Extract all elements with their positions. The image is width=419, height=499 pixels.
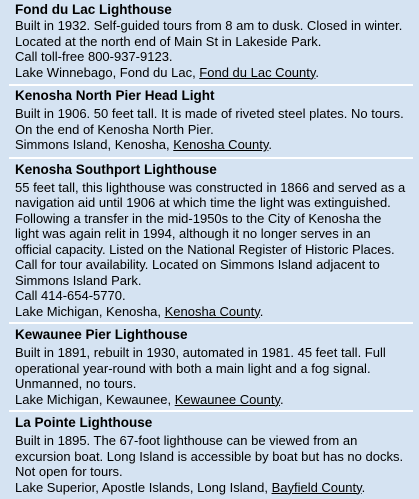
lighthouse-entry bbox=[9, 157, 413, 323]
lighthouse-phone: Call 414-654-5770. bbox=[15, 288, 126, 303]
lighthouse-location: Lake Superior, Apostle Islands, Long Island, bbox=[15, 479, 272, 495]
lighthouse-title: Kewaunee Pier Lighthouse bbox=[15, 327, 188, 342]
lighthouse-location: Lake Winnebago, Fond du Lac, bbox=[15, 64, 200, 80]
location-end: . bbox=[268, 137, 273, 152]
lighthouse-location: Lake Michigan, Kewaunee, bbox=[15, 391, 175, 407]
lighthouse-details bbox=[9, 345, 413, 410]
lighthouse-description: 55 feet tall, this lighthouse was constructed in 1866 and served as a navigation aid until 1906 at which time the light was extinguished. Following a transfer in the mid-1950s to the City of Kenosha the light was again relit in 1994, although it no longer serves in an official capacity. Listed on the National Register of Historic Places. Call for tour availability. Located on Simmons Island adjacent to Simmons Island Park. bbox=[15, 179, 406, 288]
county-link[interactable]: Kenosha County bbox=[173, 137, 269, 152]
lighthouse-entry bbox=[9, 410, 413, 499]
lighthouse-description: Built in 1906. 50 feet tall. It is made of riveted steel plates. No tours. On the end of Kenosha North Pier. bbox=[15, 106, 404, 137]
location-end: . bbox=[259, 303, 264, 319]
lighthouse-details bbox=[9, 433, 413, 499]
lighthouse-details bbox=[9, 106, 413, 157]
lighthouse-details bbox=[9, 18, 413, 84]
lighthouse-entry bbox=[9, 84, 413, 157]
lighthouse-description: Built in 1891, rebuilt in 1930, automated in 1981. 45 feet tall. Full operational year-round with both a main light and a fog signal. Unmanned, no tours. bbox=[15, 345, 386, 391]
lighthouse-entry bbox=[9, 322, 413, 410]
lighthouse-title: Kenosha Southport Lighthouse bbox=[15, 161, 217, 177]
lighthouse-title: La Pointe Lighthouse bbox=[15, 415, 153, 430]
lighthouse-details bbox=[9, 180, 413, 323]
county-link[interactable]: Kenosha County bbox=[164, 303, 260, 319]
lighthouse-entry bbox=[9, 0, 413, 84]
lighthouse-location: Simmons Island, Kenosha, bbox=[15, 137, 174, 152]
location-end: . bbox=[315, 64, 320, 80]
lighthouse-title: Fond du Lac Lighthouse bbox=[15, 2, 172, 17]
location-end: . bbox=[280, 391, 284, 407]
county-link[interactable]: Kewaunee County bbox=[174, 391, 280, 407]
lighthouse-description: Built in 1932. Self-guided tours from 8 am to dusk. Closed in winter. Located at the north end of Main St in Lakeside Park. bbox=[15, 18, 403, 49]
lighthouse-title: Kenosha North Pier Head Light bbox=[15, 88, 215, 103]
lighthouse-phone: Call toll-free 800-937-9123. bbox=[15, 49, 173, 64]
lighthouse-location: Lake Michigan, Kenosha, bbox=[15, 303, 165, 319]
county-link[interactable]: Fond du Lac County bbox=[199, 64, 316, 80]
lighthouse-description: Built in 1895. The 67-foot lighthouse can be viewed from an excursion boat. Long Island is accessible by boat but has no docks. Not open for tours. bbox=[15, 433, 404, 479]
county-link[interactable]: Bayfield County bbox=[271, 479, 362, 495]
location-end: . bbox=[361, 479, 366, 495]
